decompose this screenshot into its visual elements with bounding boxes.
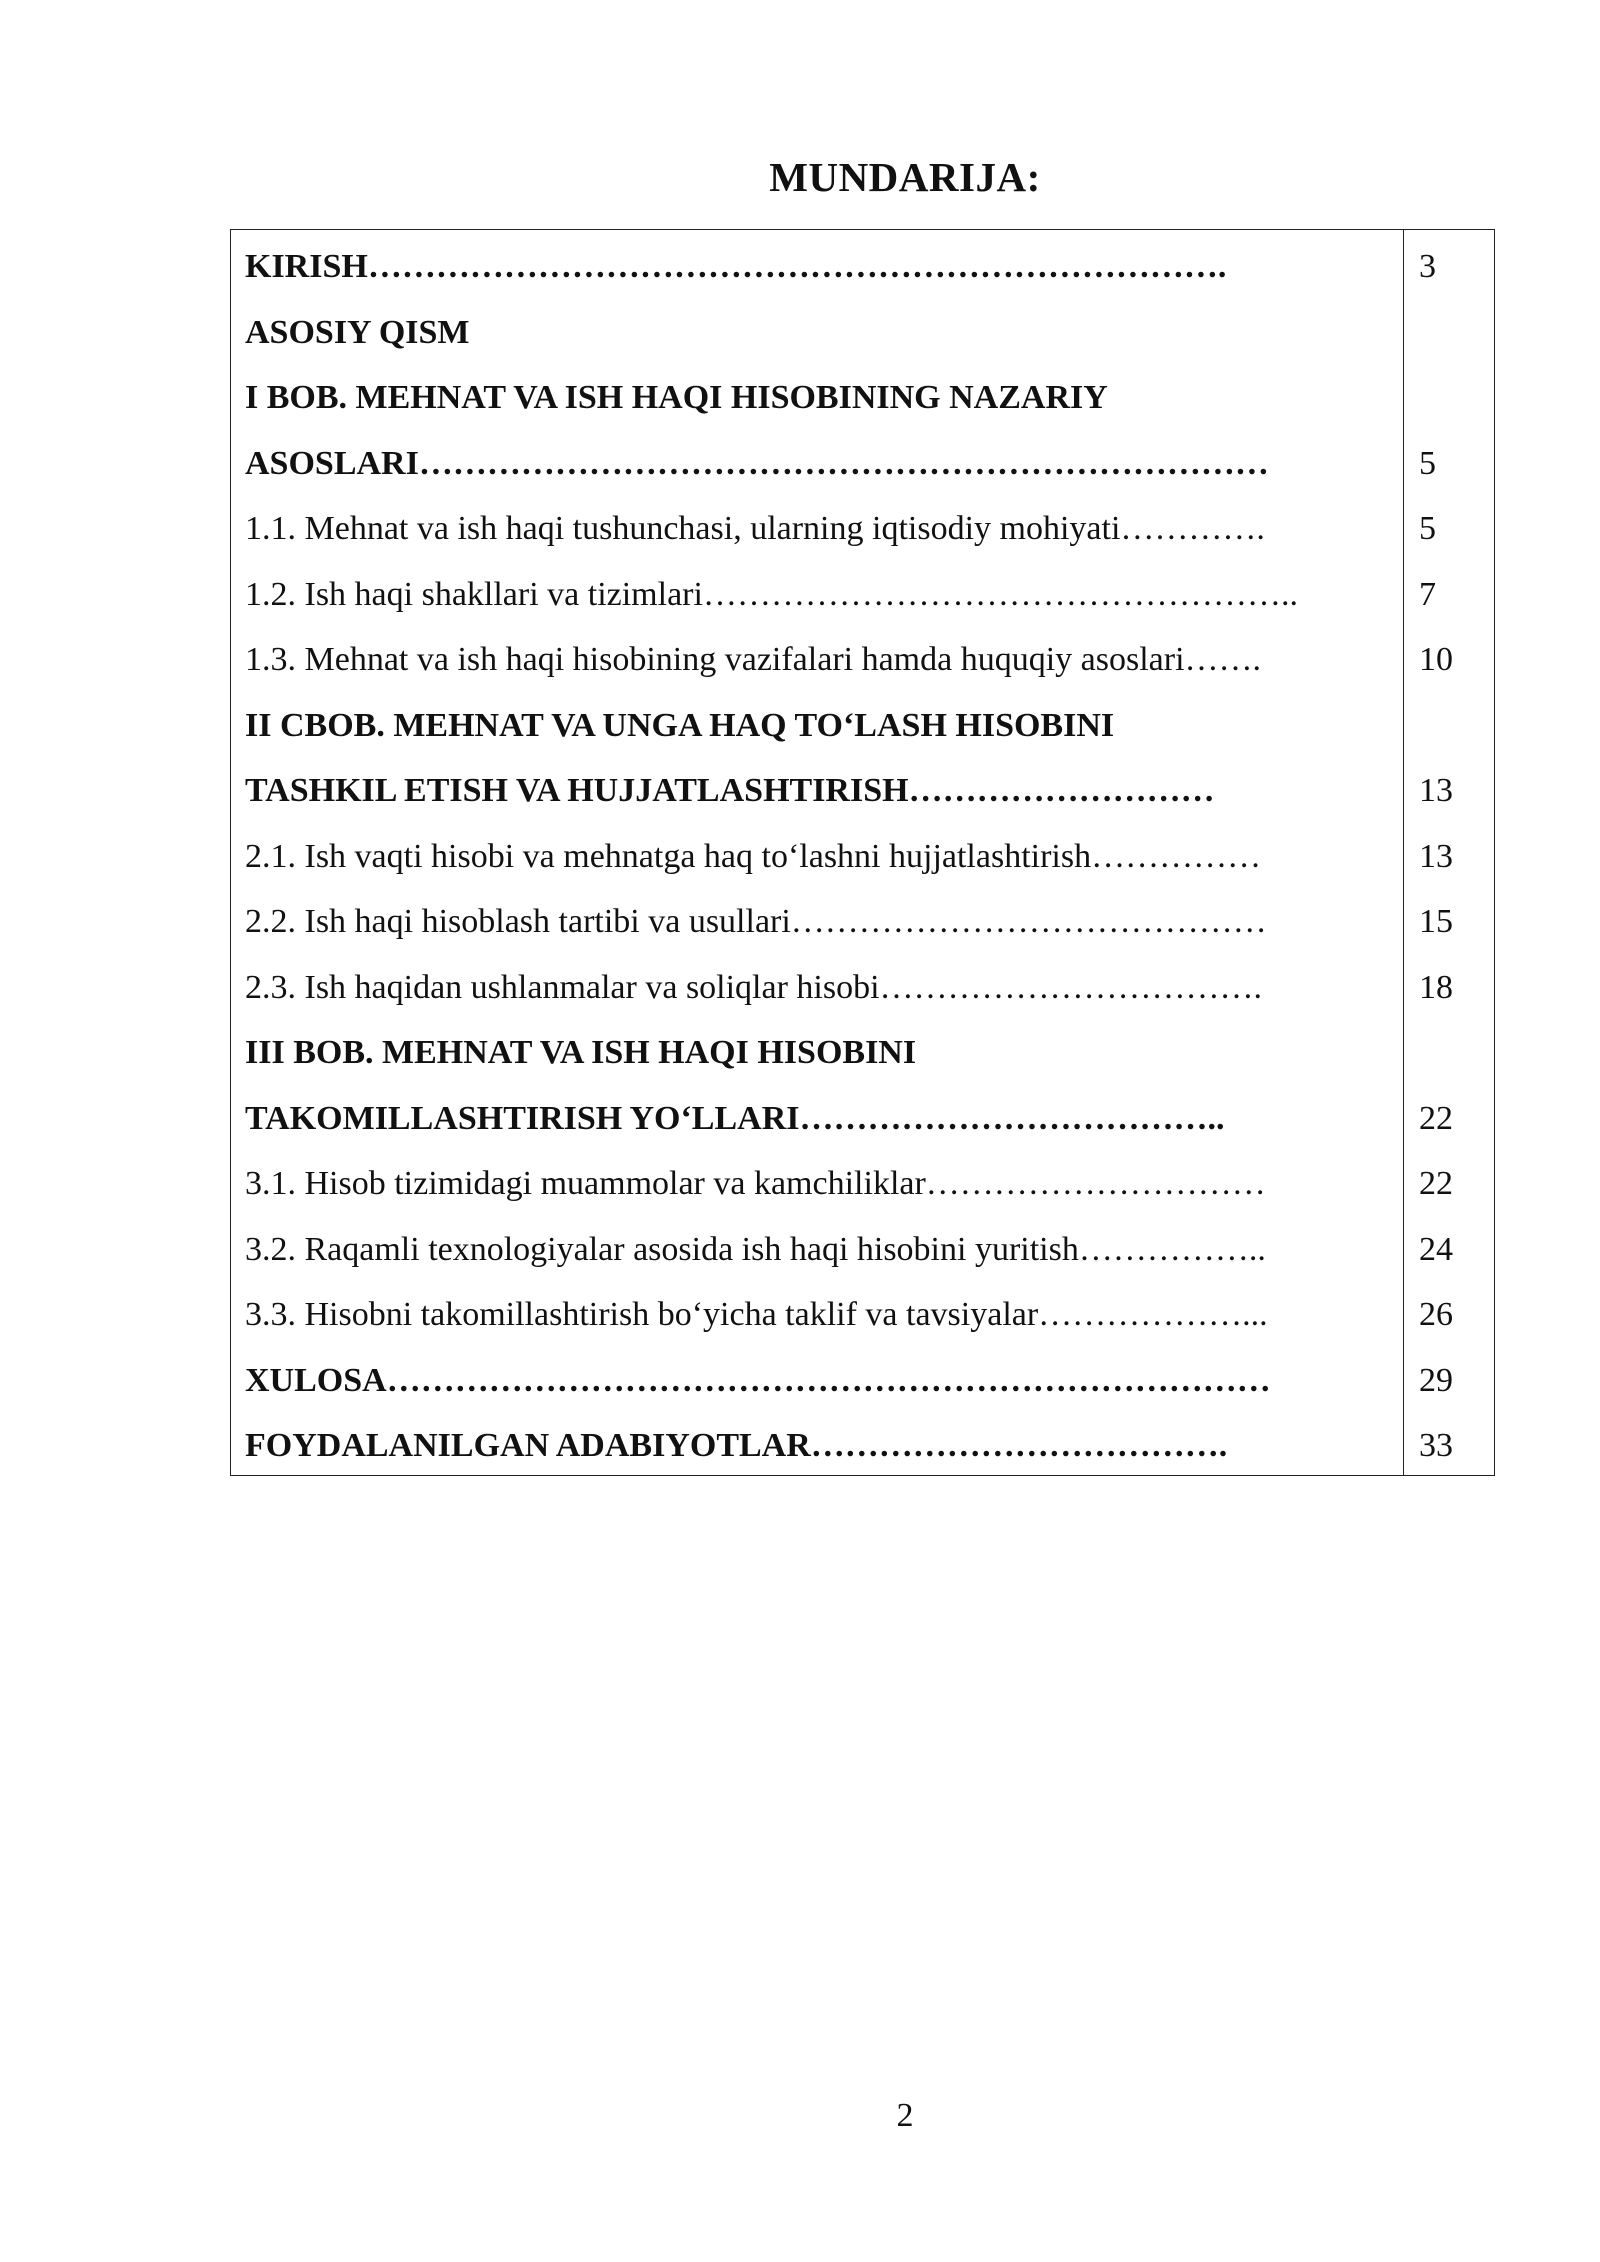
- toc-entry-text: TASHKIL ETISH VA HUJJATLASHTIRISH………………………: [245, 772, 1215, 809]
- toc-row: [231, 693, 1494, 759]
- table-of-contents: [230, 229, 1495, 1476]
- toc-entry-text: TAKOMILLASHTIRISH YO‘LLARI………………………………..: [245, 1099, 1225, 1137]
- toc-entry-text: 1.3. Mehnat va ish haqi hisobining vazifalari hamda huquqiy asoslari…….: [245, 641, 1262, 678]
- toc-page-number: 7: [1419, 575, 1436, 613]
- toc-entry-text: 3.1. Hisob tizimidagi muammolar va kamchiliklar…………………………: [245, 1165, 1266, 1202]
- toc-page-number: 24: [1419, 1230, 1453, 1268]
- toc-rows: [231, 230, 1494, 1479]
- toc-row: [231, 758, 1494, 824]
- toc-page-number: 22: [1419, 1099, 1453, 1137]
- toc-page-number: 10: [1419, 641, 1453, 678]
- toc-page-number: 5: [1419, 510, 1436, 547]
- toc-row: [231, 1086, 1494, 1152]
- toc-row: [231, 1282, 1494, 1348]
- toc-page-number: 33: [1419, 1427, 1453, 1464]
- toc-entry-text: III BOB. MEHNAT VA ISH HAQI HISOBINI: [245, 1034, 917, 1071]
- toc-entry-text: 2.3. Ish haqidan ushlanmalar va soliqlar hisobi…………………………….: [245, 968, 1263, 1006]
- toc-page-number: 15: [1419, 903, 1453, 940]
- page-number: 2: [896, 2097, 914, 2134]
- toc-row: [231, 889, 1494, 955]
- toc-entry-text: ASOSLARI…………………………………………………………………: [245, 444, 1269, 482]
- toc-row: [231, 365, 1494, 431]
- toc-entry-text: 2.2. Ish haqi hisoblash tartibi va usullari……………………………………: [245, 903, 1267, 940]
- toc-row: [231, 1020, 1494, 1086]
- page-title: MUNDARIJA:: [769, 154, 1041, 200]
- toc-entry-text: 1.2. Ish haqi shakllari va tizimlari……………………………………………..: [245, 575, 1298, 613]
- toc-entry-text: I BOB. MEHNAT VA ISH HAQI HISOBINING NAZARIY: [245, 379, 1108, 416]
- toc-row: [231, 1217, 1494, 1283]
- toc-page-number: 13: [1419, 772, 1453, 809]
- toc-row: [231, 824, 1494, 890]
- toc-entry-text: 3.3. Hisobni takomillashtirish bo‘yicha taklif va tavsiyalar………………...: [245, 1296, 1268, 1333]
- toc-entry-text: ASOSIY QISM: [245, 313, 470, 351]
- toc-row: [231, 955, 1494, 1021]
- toc-row: [231, 234, 1494, 300]
- toc-row: [231, 562, 1494, 628]
- toc-row: [231, 1151, 1494, 1217]
- toc-row: [231, 431, 1494, 497]
- toc-row: [231, 1348, 1494, 1414]
- toc-page-number: 13: [1419, 837, 1453, 875]
- toc-entry-text: XULOSA……………………………………………………………………: [245, 1361, 1271, 1399]
- toc-entry-text: 2.1. Ish vaqti hisobi va mehnatga haq to‘lashni hujjatlashtirish……………: [245, 837, 1262, 875]
- toc-row: [231, 300, 1494, 366]
- toc-page-number: 26: [1419, 1296, 1453, 1333]
- toc-page-number: 29: [1419, 1361, 1453, 1399]
- toc-entry-text: II CBOB. MEHNAT VA UNGA HAQ TO‘LASH HISOBINI: [245, 706, 1115, 744]
- toc-entry-text: FOYDALANILGAN ADABIYOTLAR……………………………….: [245, 1427, 1228, 1464]
- toc-row: [231, 627, 1494, 693]
- toc-page-number: 3: [1419, 248, 1436, 285]
- toc-page-number: 22: [1419, 1165, 1453, 1202]
- toc-row: [231, 1413, 1494, 1479]
- toc-row: [231, 496, 1494, 562]
- toc-entry-text: 3.2. Raqamli texnologiyalar asosida ish haqi hisobini yuritish……………..: [245, 1230, 1266, 1268]
- toc-entry-text: 1.1. Mehnat va ish haqi tushunchasi, ularning iqtisodiy mohiyati………….: [245, 510, 1265, 547]
- toc-entry-text: KIRISH………………………………………………………………….: [245, 248, 1227, 285]
- toc-page-number: 18: [1419, 968, 1453, 1006]
- toc-page-number: 5: [1419, 444, 1436, 482]
